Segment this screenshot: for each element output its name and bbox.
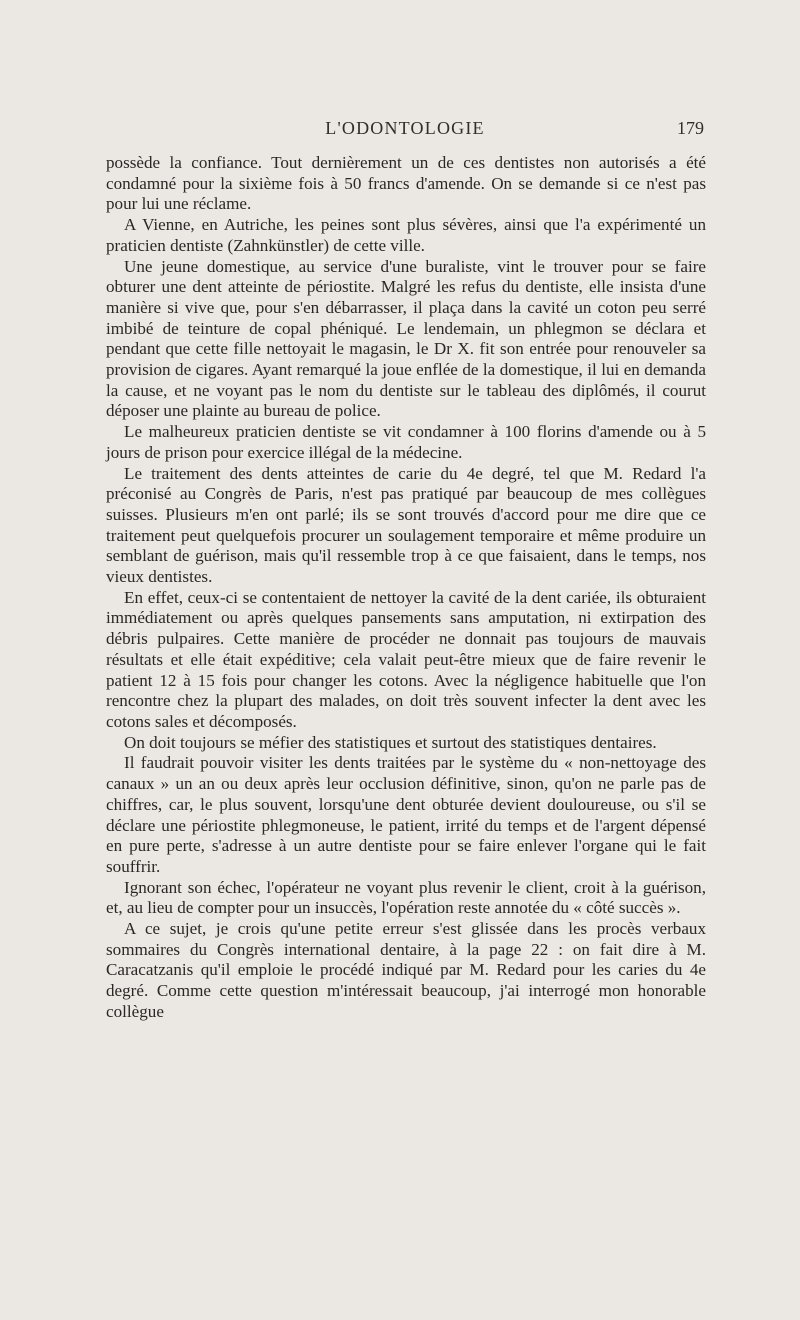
paragraph: A Vienne, en Autriche, les peines sont plus sévères, ainsi que l'a expérimenté un praticien dentiste (Zahnkünstler) de cette ville. [106,215,706,255]
article-body [106,153,706,1023]
running-header [106,118,704,144]
paragraph: Le malheureux praticien dentiste se vit condamner à 100 florins d'amende ou à 5 jours de prison pour exercice illégal de la médecine. [106,422,706,462]
paragraph: En effet, ceux-ci se contentaient de nettoyer la cavité de la dent cariée, ils obturaient immédiatement ou après quelques pansements sans amputation, ni extirpation des débris pulpaires. Cette manière de procéder ne donnait pas toujours de mauvais résultats et elle était expéditive; cela valait peut-être mieux que de faire revenir le patient 12 à 15 fois pour changer les cotons. Avec la négligence habituelle que l'on rencontre chez la plupart des malades, on doit très souvent infecter la dent avec les cotons sales et décomposés. [106,587,706,731]
paragraph: Ignorant son échec, l'opérateur ne voyant plus revenir le client, croit à la guérison, et, au lieu de compter pour un insuccès, l'opération reste annotée du « côté succès ». [106,877,706,918]
paragraph: A ce sujet, je crois qu'une petite erreur s'est glissée dans les procès verbaux sommaires du Congrès international dentaire, à la page 22 : on fait dire à M. Caracatzanis qu'il emploie le procédé indiqué par M. Redard pour les caries du 4e degré. Comme cette question m'intéressait beaucoup, j'ai interrogé mon honorable collègue [106,919,706,1021]
paragraph: Il faudrait pouvoir visiter les dents traitées par le système du « non-nettoyage des canaux » un an ou deux après leur occlusion définitive, sinon, qu'on ne parle pas de chiffres, car, le plus souvent, lorsqu'une dent obturée devient douloureuse, ou s'il se déclare une périostite phlegmoneuse, le patient, irrité du temps et de l'argent dépensé en pure perte, s'adresse à un autre dentiste pour se faire enlever l'organe qui le fait souffrir. [106,753,706,876]
paragraph: Le traitement des dents atteintes de carie du 4e degré, tel que M. Redard l'a préconisé au Congrès de Paris, n'est pas pratiqué par beaucoup de mes collègues suisses. Plusieurs m'en ont parlé; ils se sont trouvés d'accord pour me dire que ce traitement peut quelquefois procurer un soulagement temporaire et même produire un semblant de guérison, mais qu'il ressemble trop à ce que faisaient, dans le temps, nos vieux dentistes. [106,463,706,587]
page-number: 179 [677,118,704,138]
paragraph: possède la confiance. Tout dernièrement un de ces dentistes non autorisés a été condamné pour la sixième fois à 50 francs d'amende. On se demande si ce n'est pas pour lui une réclame. [106,153,706,214]
journal-title: L'ODONTOLOGIE [325,118,485,138]
paragraph: On doit toujours se méfier des statistiques et surtout des statistiques dentaires. [124,732,657,752]
paragraph: Une jeune domestique, au service d'une buraliste, vint le trouver pour se faire obturer une dent atteinte de périostite. Malgré les refus du dentiste, elle insista d'une manière si vive que, pour s'en débarrasser, il plaça dans la cavité un coton peu serré imbibé de teinture de copal phéniqué. Le lendemain, un phlegmon se déclara et pendant que cette fille nettoyait le magasin, le Dr X. fit son entrée pour renouveler sa provision de cigares. Ayant remarqué la joue enflée de la domestique, il lui en demanda la cause, et ne voyant pas le nom du dentiste sur le tableau des diplômés, il courut déposer une plainte au bureau de police. [106,256,706,421]
